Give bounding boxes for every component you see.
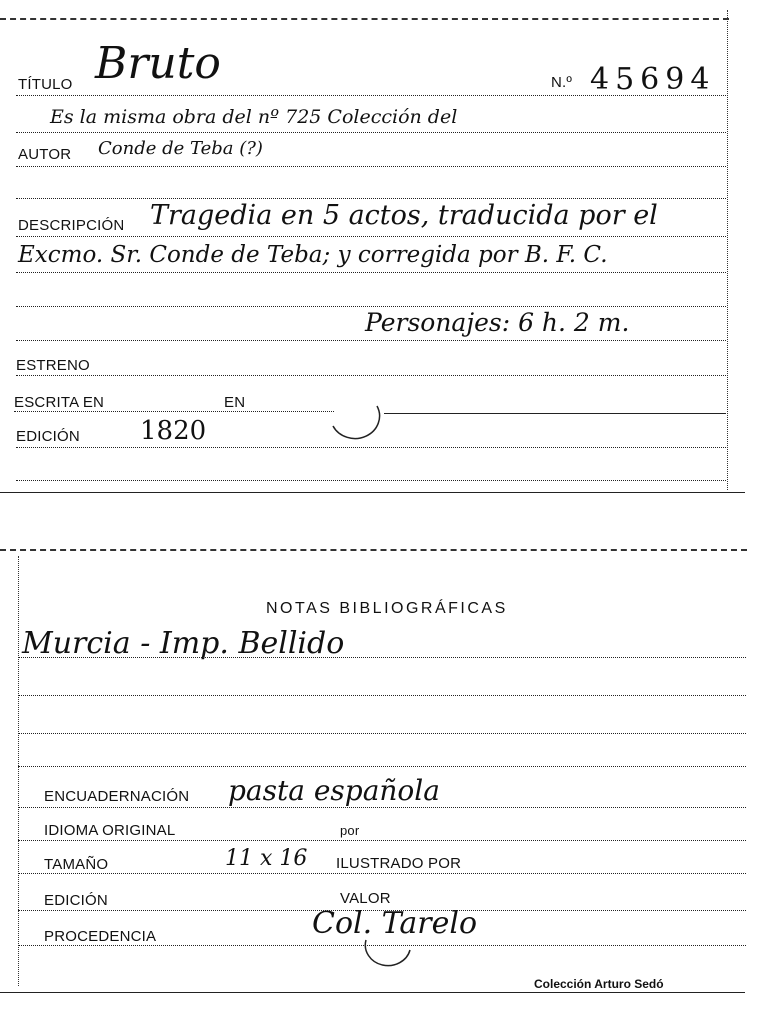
descripcion-line-2 <box>16 272 726 273</box>
tamano-line <box>18 873 746 874</box>
card2-bottom-edge <box>0 992 745 993</box>
encuadernacion-value: pasta española <box>228 774 440 807</box>
tamano-value: 11 x 16 <box>225 846 308 871</box>
autor-line <box>16 166 726 167</box>
descripcion-label: DESCRIPCIÓN <box>18 217 125 234</box>
edicion2-label: EDICIÓN <box>44 892 108 909</box>
descripcion-line2: Excmo. Sr. Conde de Teba; y corregida por B. F. C. <box>18 242 608 268</box>
blank-line-2 <box>16 306 726 307</box>
estreno-line <box>16 375 726 376</box>
catalog-card-front <box>0 0 759 500</box>
notas-line-2 <box>18 695 746 696</box>
encuadernacion-label: ENCUADERNACIÓN <box>44 788 190 805</box>
autor-label: AUTOR <box>18 146 72 163</box>
titulo-line <box>16 95 726 96</box>
titulo-value: Bruto <box>95 38 221 89</box>
card-right-edge <box>727 10 728 490</box>
catalog-card-back <box>0 540 759 1028</box>
autor-value: Conde de Teba (?) <box>98 138 263 159</box>
blank-line-1 <box>16 198 726 199</box>
idioma-line <box>18 840 746 841</box>
edicion-value: 1820 <box>140 416 207 446</box>
edicion-line <box>16 447 726 448</box>
escrita-solid-line <box>384 413 726 414</box>
personajes-value: Personajes: 6 h. 2 m. <box>365 308 630 337</box>
titulo-label: TÍTULO <box>18 76 73 93</box>
descripcion-line-1 <box>16 236 726 237</box>
card-top-edge <box>0 18 729 20</box>
note-underline <box>16 132 726 133</box>
ilustrado-label: ILUSTRADO POR <box>336 855 462 872</box>
collection-footer: Colección Arturo Sedó <box>534 977 664 991</box>
estreno-label: ESTRENO <box>16 357 90 374</box>
numero-value: 45694 <box>590 62 716 97</box>
notas-heading: NOTAS BIBLIOGRÁFICAS <box>266 600 508 617</box>
card2-left-edge <box>18 556 19 986</box>
card2-top-edge <box>0 549 747 551</box>
procedencia-label: PROCEDENCIA <box>44 928 157 945</box>
note-line: Es la misma obra del nº 725 Colección del <box>50 106 458 128</box>
por-label: por <box>340 823 360 838</box>
personajes-line <box>16 340 726 341</box>
procedencia-value: Col. Tarelo <box>312 906 477 941</box>
edicion-label: EDICIÓN <box>16 428 80 445</box>
idioma-label: IDIOMA ORIGINAL <box>44 822 176 839</box>
escrita-label: ESCRITA EN <box>14 394 105 411</box>
card1-bottom-edge <box>0 492 745 493</box>
tamano-label: TAMAÑO <box>44 856 109 873</box>
en-label: EN <box>224 394 246 411</box>
notas-line1: Murcia - Imp. Bellido <box>22 626 345 661</box>
encuadernacion-line <box>18 807 746 808</box>
numero-label: N.º <box>551 74 573 91</box>
notas-line-3 <box>18 733 746 734</box>
blank-line-3 <box>16 480 726 481</box>
descripcion-line1: Tragedia en 5 actos, traducida por el <box>150 200 658 231</box>
valor-label: VALOR <box>340 890 391 907</box>
notas-line-4 <box>18 766 746 767</box>
notas-line-1 <box>18 657 746 658</box>
punch-hole-mark-2 <box>360 928 416 976</box>
escrita-line <box>14 411 334 412</box>
punch-hole-mark <box>325 398 385 444</box>
